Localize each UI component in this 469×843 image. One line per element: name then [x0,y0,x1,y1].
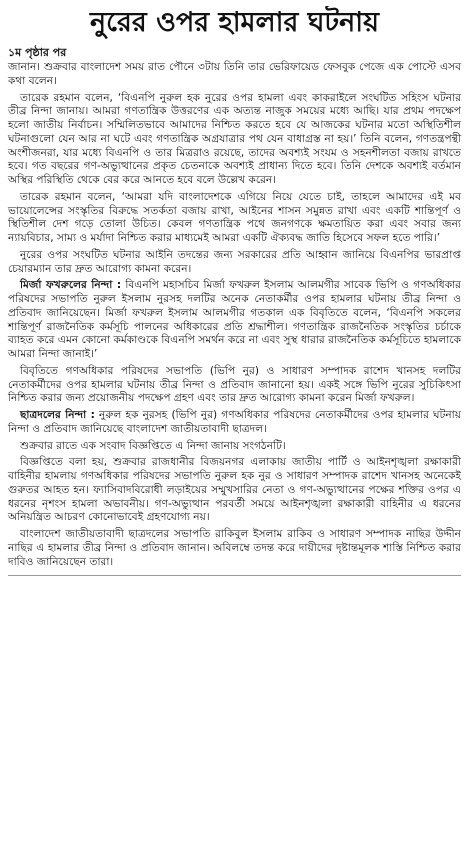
paragraph-4-text: নুরের ওপর সংঘটিত ঘটনার আইনি তদন্তের জন্য সরকারের প্রতি আহ্বান জানিয়ে বিএনপির ভারপ্রাপ্ত চেয়ারম্যান তার দ্রুত আরোগ্য কামনা করেন। [8,248,461,275]
paragraph-1 [8,61,461,89]
paragraph-5 [8,279,461,362]
paragraph-2 [8,92,461,188]
paragraph-9 [8,456,461,525]
paragraph-8 [8,440,461,454]
subheading-chhatradal: ছাত্রদলের নিন্দা : [20,409,95,421]
paragraph-5-text: বিএনপি মহাসচিব মির্জা ফখরুল ইসলাম আলমগীর সাবেক ভিপি ও গণঅধিকার পরিষদের সভাপতি নুরুল ইসলাম নুরসহ দলটির অনেক নেতাকর্মীর ওপর হামলার ঘটনায় তীব্র নিন্দা ও প্রতিবাদ জানিয়েছেন। মির্জা ফখরুল ইসলাম আলমগীর গতকাল এক বিবৃতিতে বলেন, ‘বিএনপি সকলের শান্তিপূর্ণ রাজনৈতিক কর্মসূচি পালনের অধিকারের প্রতি শ্রদ্ধাশীল। গণতান্ত্রিক রাজনৈতিক সংস্কৃতির চর্চাকে ব্যাহত করে এমন কোনো কর্মকাণ্ডকে বিএনপি সমর্থন করে না এবং সুস্থ ধারার রাজনৈতিক কর্মসূচিতে হামলাকে আমরা নিন্দা জানাই।’ [8,279,461,360]
continuation-label: ১ম পৃষ্ঠার পর [8,46,67,59]
paragraph-7 [8,409,461,437]
paragraph-1-text: জানান। শুক্রবার বাংলাদেশ সময় রাত পৌনে ৩টায় তিনি তার ভেরিফায়েড ফেসবুক পেজে এক পোস্টে এসব কথা বলেন। [8,61,461,87]
paragraph-10-text: বাংলাদেশ জাতীয়তাবাদী ছাত্রদলের সভাপতি রাকিবুল ইসলাম রাকিব ও সাধারণ সম্পাদক নাছির উদ্দীন নাছির এ হামলার তীব্র নিন্দা ও প্রতিবাদ জানান। অবিলম্বে তদন্ত করে দায়ীদের দৃষ্টান্তমূলক শাস্তি নিশ্চিত করার দাবিও জানিয়েছেন তারা। [8,528,461,568]
paragraph-8-text: শুক্রবার রাতে এক সংবাদ বিজ্ঞপ্তিতে এ নিন্দা জানায় সংগঠনটি। [20,439,286,452]
paragraph-10 [8,528,461,569]
paragraph-6 [8,365,461,406]
paragraph-9-text: বিজ্ঞপ্তিতে বলা হয়, শুক্রবার রাজধানীর বিজয়নগর এলাকায় জাতীয় পার্টি ও আইনশৃঙ্খলা রক্ষাকারী বাহিনীর হামলায় গণঅধিকার পরিষদের সভাপতি নুরুল হক নুর ও সাধারণ সম্পাদক রাশেদ খানসহ অনেকেই গুরুতর আহত হন। ফ্যাসিবাদবিরোধী লড়াইয়ের সম্মুখসারির নেতা ও গণ-অভ্যুত্থানের পক্ষের শক্তির ওপর এ ধরনের নৃশংস হামলা অভাবনীয়। গণ-অভ্যুত্থান পরবর্তী সময়ে আইনশৃঙ্খলা রক্ষাকারী বাহিনীর এ ধরনের অনিয়ন্ত্রিত আচরণ কোনোভাবেই গ্রহণযোগ্য নয়। [8,456,461,524]
paragraph-2-text: তারেক রহমান বলেন, ‘বিএনপি নুরুল হক নুরের ওপর হামলা এবং কাকরাইলে সংঘটিত সহিংস ঘটনার তীব্র নিন্দা জানায়। আমরা গণতান্ত্রিক উত্তরণের এক অত্যন্ত নাজুক সময়ের মধ্যে আছি। যার প্রথম পদক্ষেপ হলো জাতীয় নির্বাচন। সম্মিলিতভাবে আমাদের নিশ্চিত করতে হবে যে আজকের ঘটনার মতো অস্থিতিশীল ঘটনাগুলো যেন আর না ঘটে এবং গণতান্ত্রিক অগ্রযাত্রার পথ যেন বাধাগ্রস্ত না হয়।’ তিনি বলেন, গণতন্ত্রপন্থী অংশীজনরা, যার মধ্যে বিএনপি ও তার মিত্ররাও রয়েছে, তাদের অবশ্যই সংযম ও সহনশীলতা বজায় রাখতে হবে। গত বছরের গণ-অভ্যুত্থানের প্রকৃত চেতনাকে অবশ্যই প্রাধান্য দিতে হবে। তিনি দেশকে অবশ্যই বর্তমান অস্থির পরিস্থিতি থেকে বের করে আনতে হবে বলে উল্লেখ করেন। [8,91,461,186]
paragraph-3 [8,191,461,246]
article-headline: নুরের ওপর হামলার ঘটনায় [90,7,379,38]
subheading-fakhrul: মির্জা ফখরুলের নিন্দা : [20,279,122,292]
paragraph-6-text: বিবৃতিতে গণঅধিকার পরিষদের সভাপতি (ভিপি নুর) ও সাধারণ সম্পাদক রাশেদ খানসহ দলটির নেতাকর্মীদের ওপর হামলার ঘটনায় তীব্র নিন্দা ও প্রতিবাদ জানানো হয়। একই সঙ্গে ভিপি নুরের সুচিকিৎসা নিশ্চিত করার জন্য প্রয়োজনীয় পদক্ষেপ গ্রহণ এবং তার দ্রুত আরোগ্য কামনা করেন মির্জা ফখরুল। [8,364,461,405]
article-body [8,61,461,569]
paragraph-4 [8,249,461,277]
paragraph-3-text: তারেক রহমান বলেন, ‘আমরা যদি বাংলাদেশকে এগিয়ে নিয়ে যেতে চাই, তাহলে আমাদের এই মব ভায়োলেন্সের সংস্কৃতির বিরুদ্ধে সতর্কতা বজায় রাখা, আইনের শাসন সমুন্নত রাখা এবং একটি শান্তিপূর্ণ ও স্থিতিশীল দেশ গড়ে তোলা উচিত। কেবল গণতান্ত্রিক পথে জনগণকে ক্ষমতায়িত করা এবং সবার জন্য ন্যায়বিচার, সাম্য ও মর্যাদা নিশ্চিত করার মাধ্যমেই আমরা একটি ঐক্যবদ্ধ জাতি হিসেবে সফল হতে পারি।’ [8,190,461,244]
paragraph-7-text: নুরুল হক নুরসহ (ভিপি নুর) গণঅধিকার পরিষদের নেতাকর্মীদের ওপর হামলার ঘটনায় নিন্দা ও প্রতিবাদ জানিয়েছে বাংলাদেশ জাতীয়তাবাদী ছাত্রদল। [8,409,461,435]
bottom-rule [8,575,461,576]
